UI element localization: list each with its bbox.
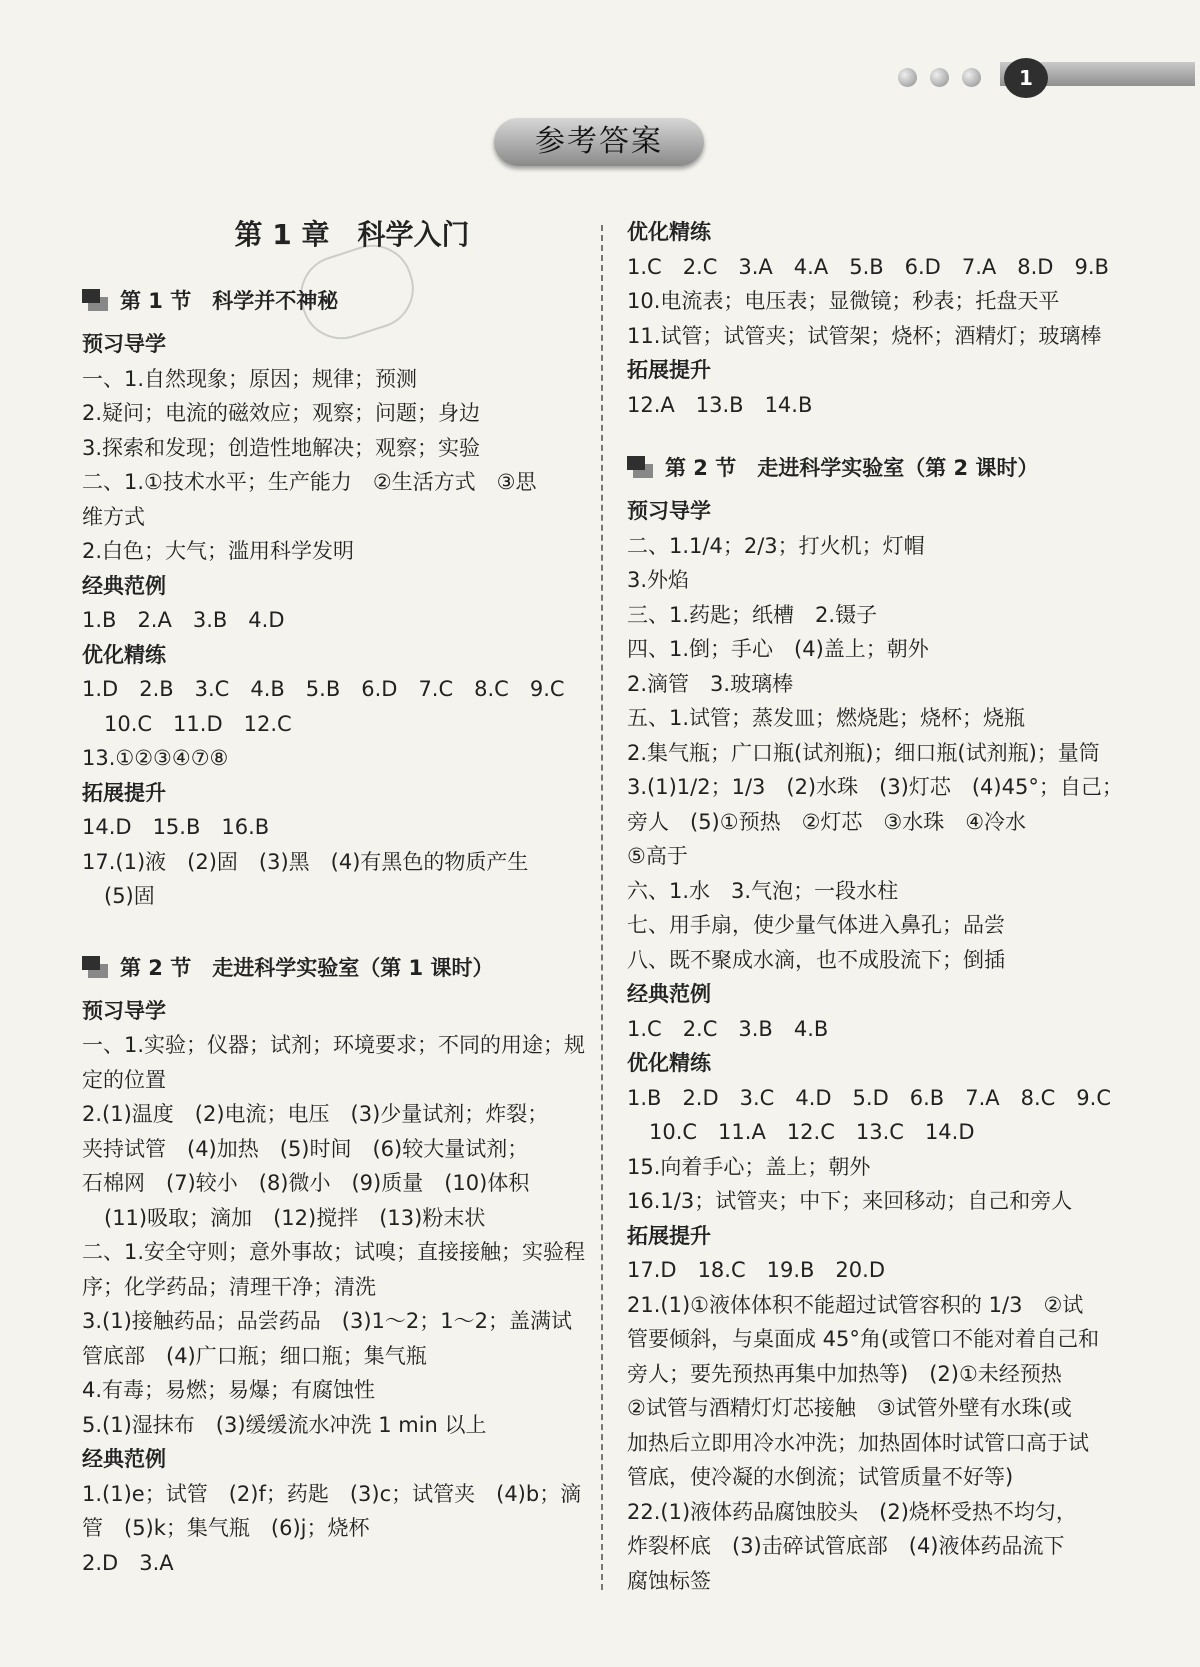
answer-line: 17.D 18.C 19.B 20.D: [627, 1258, 885, 1282]
answer-line: 14.D 15.B 16.B: [82, 815, 270, 839]
page-number: 1: [1004, 58, 1048, 98]
subheading: 优化精练: [627, 220, 711, 244]
section-marker-icon: [82, 956, 108, 978]
answer-line: 定的位置: [82, 1067, 166, 1092]
subheading: 拓展提升: [627, 1223, 711, 1248]
answer-line: 3.外焰: [627, 568, 690, 592]
chapter-title: 第 1 章 科学入门: [234, 218, 470, 251]
answer-line: ②试管与酒精灯灯芯接触 ③试管外壁有水珠(或: [627, 1396, 1072, 1420]
header-dot: [962, 68, 981, 87]
answer-line: 2.D 3.A: [82, 1550, 174, 1575]
section-marker-icon: [627, 456, 653, 478]
answer-line: 5.(1)湿抹布 (3)缓缓流水冲洗 1 min 以上: [82, 1412, 487, 1437]
section-title: 第 2 节 走进科学实验室（第 1 课时）: [120, 955, 494, 980]
column-divider: [601, 225, 603, 1590]
subheading: 经典范例: [627, 982, 711, 1006]
answer-line: 1.B 2.A 3.B 4.D: [82, 608, 285, 632]
right-column: [627, 215, 1127, 1598]
section-title: 第 1 节 科学并不神秘: [120, 289, 339, 313]
subheading: 经典范例: [82, 1447, 166, 1471]
answer-line: 22.(1)液体药品腐蚀胶头 (2)烧杯受热不均匀，: [627, 1499, 1077, 1524]
answer-line: 管底，使冷凝的水倒流；试管质量不好等): [627, 1465, 1014, 1489]
subheading: 拓展提升: [82, 780, 166, 805]
answer-line: 炸裂杯底 (3)击碎试管底部 (4)液体药品流下: [627, 1534, 1065, 1558]
section-heading: [627, 448, 1127, 488]
answer-line: 17.(1)液 (2)固 (3)黑 (4)有黑色的物质产生: [82, 849, 529, 874]
section-marker-icon: [82, 289, 108, 311]
answer-line: 2.集气瓶；广口瓶(试剂瓶)；细口瓶(试剂瓶)；量筒: [627, 740, 1100, 765]
answer-line: 15.向着手心；盖上；朝外: [627, 1154, 871, 1179]
answer-line: 八、既不聚成水滴，也不成股流下；倒插: [627, 947, 1005, 972]
subheading: 拓展提升: [627, 358, 711, 382]
subheading: 预习导学: [82, 332, 166, 356]
answer-line: 二、1.1/4；2/3；打火机；灯帽: [627, 533, 925, 558]
answer-line: 加热后立即用冷水冲洗；加热固体时试管口高于试: [627, 1430, 1089, 1455]
section-title: 第 2 节 走进科学实验室（第 2 课时）: [665, 456, 1039, 480]
section-heading: [82, 948, 582, 988]
page-title-banner: 参考答案: [494, 118, 704, 166]
subheading: 预习导学: [82, 998, 166, 1023]
answer-line: 1.C 2.C 3.A 4.A 5.B 6.D 7.A 8.D 9.B: [627, 254, 1109, 279]
answer-line: 夹持试管 (4)加热 (5)时间 (6)较大量试剂；: [82, 1136, 529, 1161]
answer-line: 12.A 13.B 14.B: [627, 392, 813, 417]
subheading: 预习导学: [627, 499, 711, 523]
answer-line: 1.D 2.B 3.C 4.B 5.B 6.D 7.C 8.C 9.C: [82, 677, 565, 701]
answer-line: 13.①②③④⑦⑧: [82, 746, 229, 770]
answer-line: 2.白色；大气；滥用科学发明: [82, 539, 355, 563]
answer-line: 4.有毒；易燃；易爆；有腐蚀性: [82, 1378, 376, 1402]
answer-line: 10.C 11.D 12.C: [104, 711, 292, 736]
answer-line: 旁人 (5)①预热 ②灯芯 ③水珠 ④冷水: [627, 809, 1027, 834]
answer-line: 11.试管；试管夹；试管架；烧杯；酒精灯；玻璃棒: [627, 323, 1102, 348]
answer-line: 10.C 11.A 12.C 13.C 14.D: [649, 1120, 975, 1144]
answer-line: 管要倾斜，与桌面成 45°角(或管口不能对着自己和: [627, 1327, 1100, 1351]
subheading: 优化精练: [627, 1051, 711, 1075]
answer-line: ⑤高于: [627, 844, 688, 868]
answer-line: 旁人；要先预热再集中加热等) (2)①未经预热: [627, 1361, 1062, 1386]
subheading: 经典范例: [82, 573, 166, 598]
section-heading: [82, 281, 582, 321]
answer-line: (11)吸取；滴加 (12)搅拌 (13)粉末状: [104, 1205, 486, 1230]
answer-line: 腐蚀标签: [627, 1568, 711, 1593]
answer-line: 七、用手扇，使少量气体进入鼻孔；品尝: [627, 913, 1005, 937]
answer-line: 16.1/3；试管夹；中下；来回移动；自己和旁人: [627, 1189, 1073, 1213]
answer-line: 六、1.水 3.气泡；一段水柱: [627, 878, 899, 903]
answer-line: 石棉网 (7)较小 (8)微小 (9)质量 (10)体积: [82, 1171, 530, 1195]
answer-line: 五、1.试管；蒸发皿；燃烧匙；烧杯；烧瓶: [627, 706, 1026, 730]
answer-line: 三、1.药匙；纸槽 2.镊子: [627, 602, 878, 627]
answer-line: 3.(1)接触药品；品尝药品 (3)1～2；1～2；盖满试: [82, 1309, 572, 1333]
answer-line: 一、1.自然现象；原因；规律；预测: [82, 366, 418, 391]
answer-line: 序；化学药品；清理干净；清洗: [82, 1274, 376, 1299]
answer-line: 2.滴管 3.玻璃棒: [627, 671, 794, 696]
answer-line: 2.疑问；电流的磁效应；观察；问题；身边: [82, 401, 481, 425]
answer-line: 1.(1)e；试管 (2)f；药匙 (3)c；试管夹 (4)b；滴: [82, 1481, 582, 1506]
left-column: [82, 215, 586, 1580]
answer-line: (5)固: [104, 884, 155, 908]
answer-line: 1.C 2.C 3.B 4.B: [627, 1016, 829, 1041]
answer-line: 四、1.倒；手心 (4)盖上；朝外: [627, 637, 929, 661]
answer-line: 21.(1)①液体体积不能超过试管容积的 1/3 ②试: [627, 1292, 1084, 1317]
answer-line: 3.(1)1/2；1/3 (2)水珠 (3)灯芯 (4)45°；自己；: [627, 775, 1123, 799]
header-dot: [898, 68, 917, 87]
answer-line: 二、1.安全守则；意外事故；试嗅；直接接触；实验程: [82, 1240, 586, 1264]
answer-line: 维方式: [82, 504, 145, 529]
answer-line: 10.电流表；电压表；显微镜；秒表；托盘天平: [627, 289, 1060, 313]
answer-line: 2.(1)温度 (2)电流；电压 (3)少量试剂；炸裂；: [82, 1102, 549, 1126]
subheading: 优化精练: [82, 642, 166, 667]
answer-line: 管 (5)k；集气瓶 (6)j；烧杯: [82, 1516, 370, 1540]
answer-line: 1.B 2.D 3.C 4.D 5.D 6.B 7.A 8.C 9.C: [627, 1085, 1112, 1110]
answer-line: 3.探索和发现；创造性地解决；观察；实验: [82, 435, 481, 460]
header-dot: [930, 68, 949, 87]
answer-line: 一、1.实验；仪器；试剂；环境要求；不同的用途；规: [82, 1033, 586, 1057]
answer-line: 管底部 (4)广口瓶；细口瓶；集气瓶: [82, 1343, 427, 1368]
answer-line: 二、1.①技术水平；生产能力 ②生活方式 ③思: [82, 470, 537, 494]
